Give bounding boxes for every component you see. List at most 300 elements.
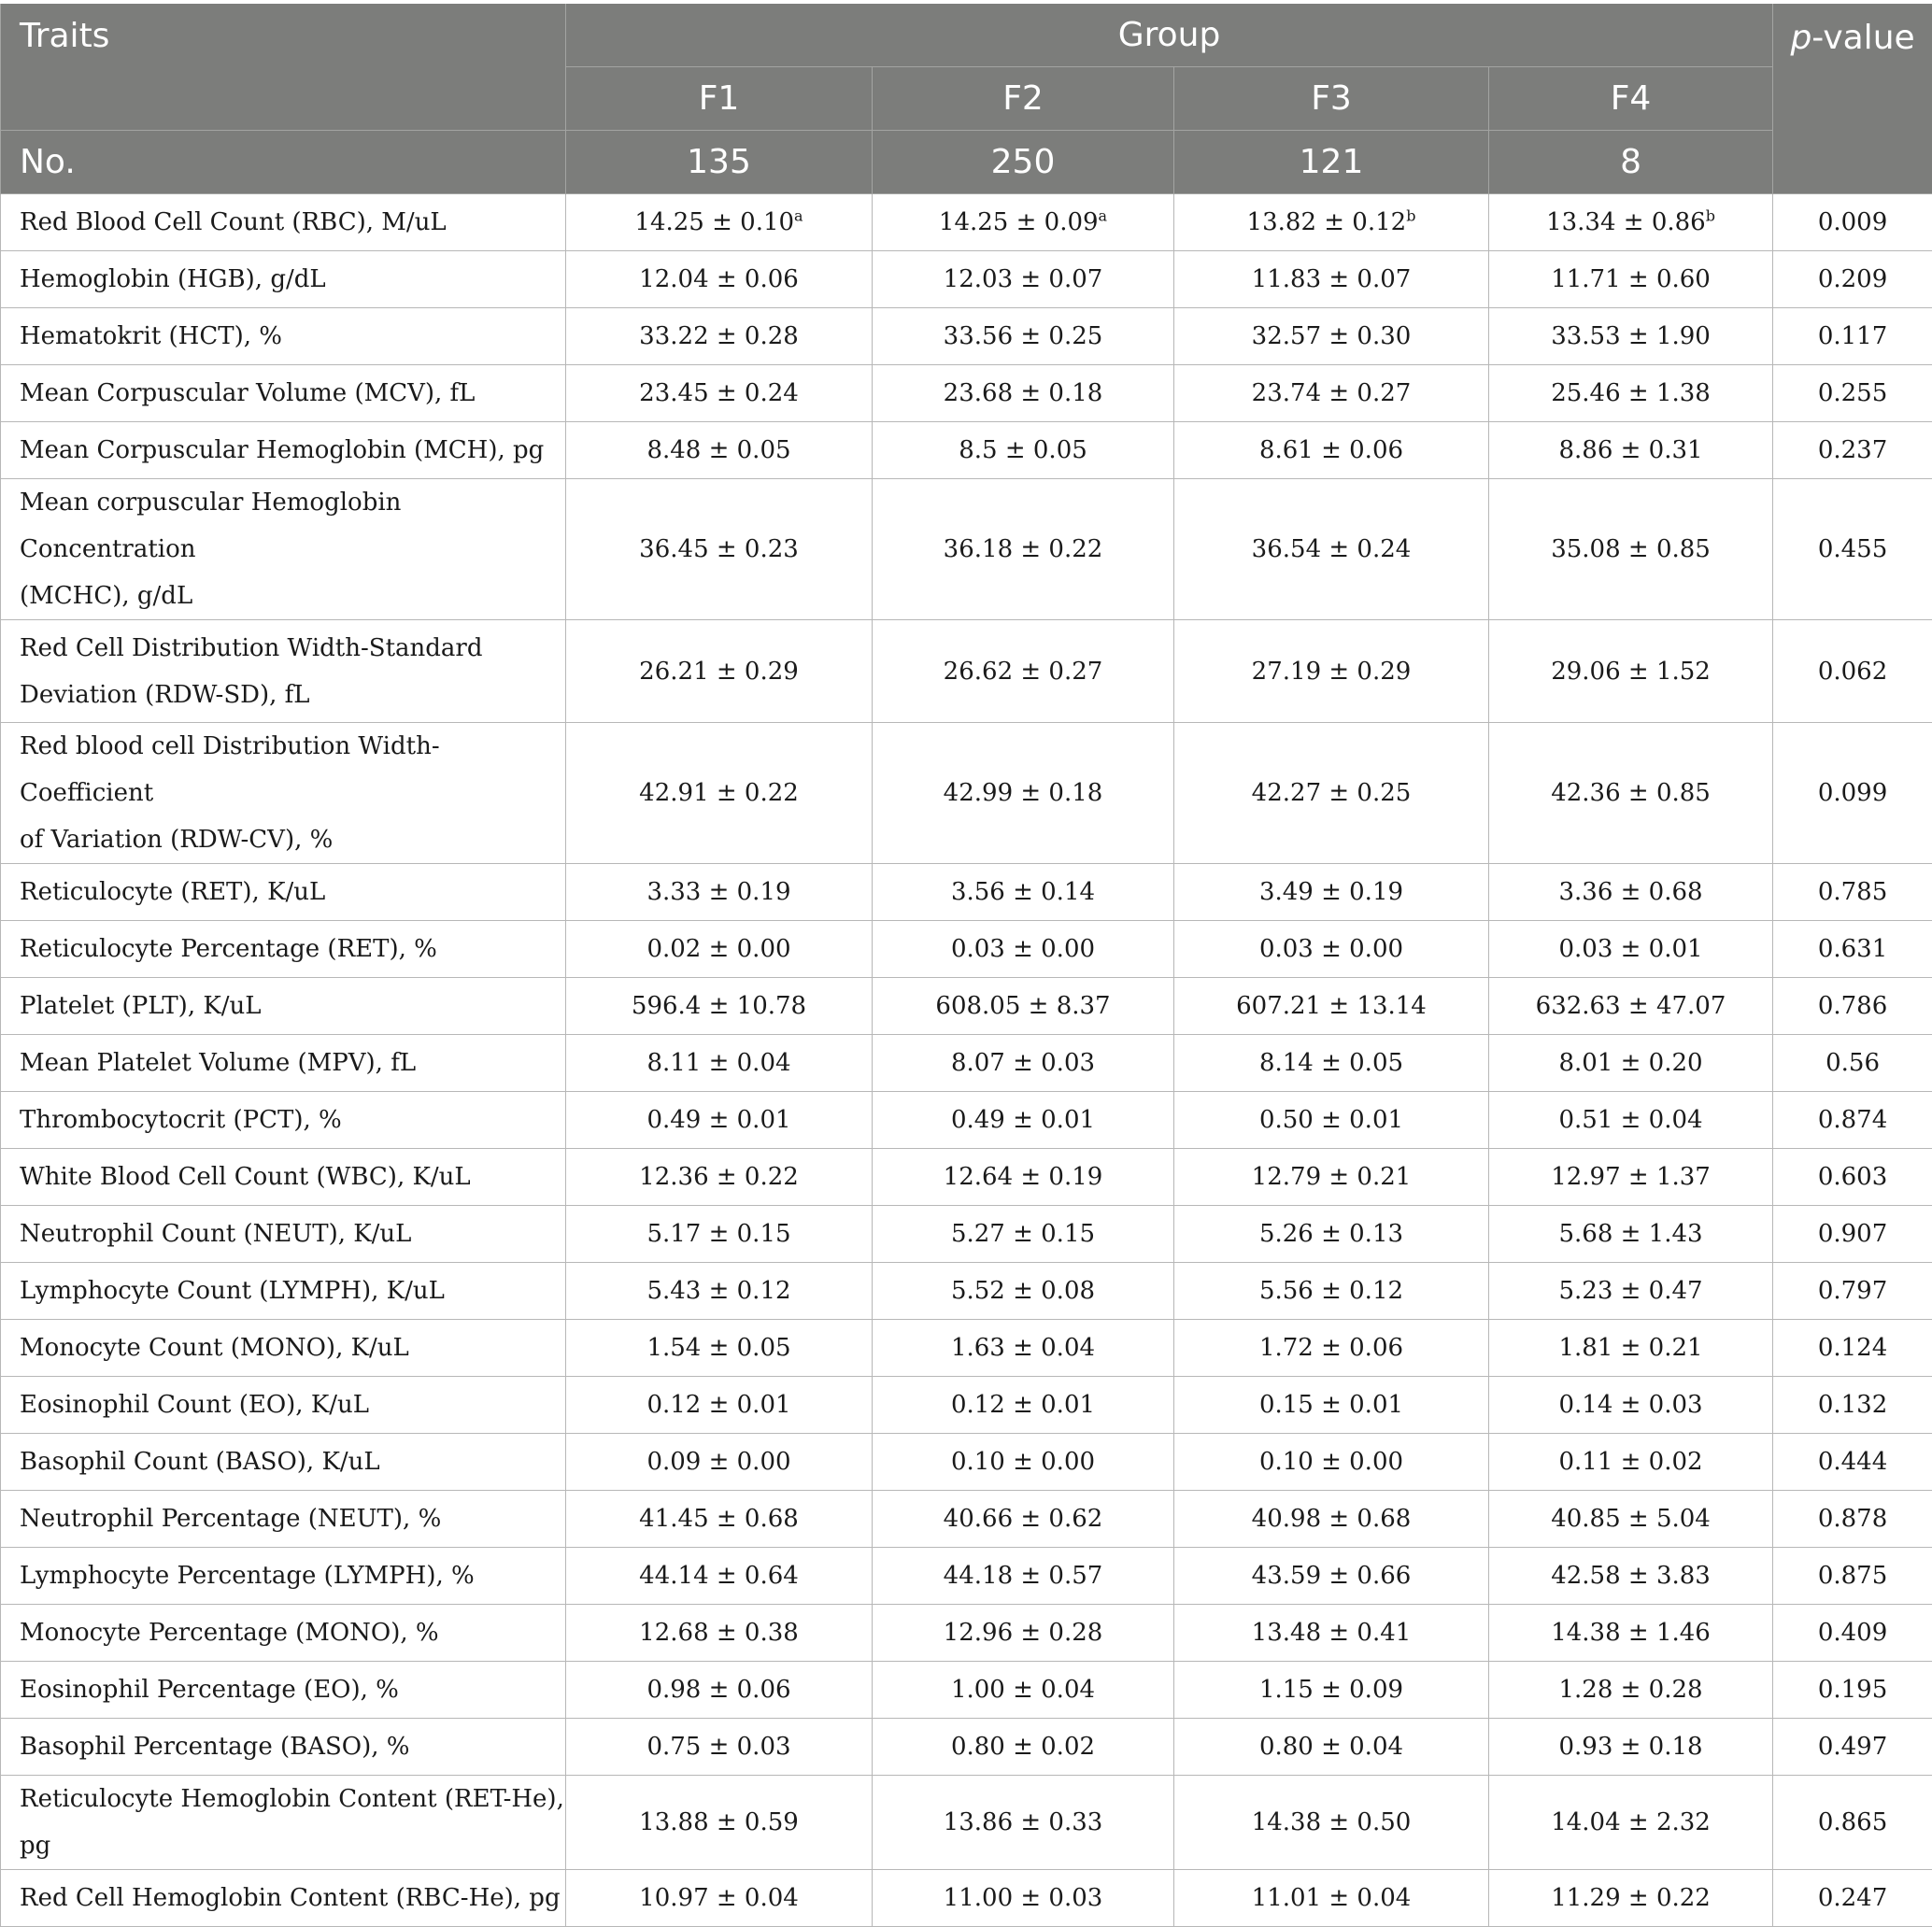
value-cell-f2	[873, 1548, 1174, 1605]
p-value-cell: 0.875	[1773, 1548, 1932, 1605]
trait-cell: Lymphocyte Count (LYMPH), K/uL	[1, 1263, 566, 1320]
group-f4-header: F4	[1489, 67, 1773, 131]
value-text: 40.85 ± 5.04	[1551, 1505, 1711, 1533]
trait-cell: Eosinophil Count (EO), K/uL	[1, 1377, 566, 1434]
value-cell-f2	[873, 1092, 1174, 1149]
trait-cell: Basophil Percentage (BASO), %	[1, 1719, 566, 1776]
value-text: 33.22 ± 0.28	[639, 322, 799, 350]
value-cell-f4	[1489, 1149, 1773, 1206]
value-cell-f1	[566, 194, 873, 251]
table-row	[1, 422, 1932, 479]
value-cell-f1	[566, 723, 873, 864]
value-cell-f2	[873, 422, 1174, 479]
value-text: 596.4 ± 10.78	[632, 992, 806, 1020]
value-cell-f3	[1174, 479, 1489, 620]
value-cell-f4	[1489, 1719, 1773, 1776]
p-value-cell: 0.009	[1773, 194, 1932, 251]
table-row	[1, 978, 1932, 1035]
value-cell-f4	[1489, 1605, 1773, 1662]
value-text: 8.14 ± 0.05	[1259, 1049, 1403, 1077]
value-text: 25.46 ± 1.38	[1551, 379, 1711, 407]
value-text: 0.50 ± 0.01	[1259, 1106, 1403, 1134]
trait-cell: Neutrophil Count (NEUT), K/uL	[1, 1206, 566, 1263]
count-f2: 250	[873, 131, 1174, 194]
value-cell-f1	[566, 1320, 873, 1377]
value-cell-f4	[1489, 251, 1773, 308]
value-text: 40.98 ± 0.68	[1252, 1505, 1412, 1533]
p-value-header	[1773, 4, 1932, 194]
value-text: 33.53 ± 1.90	[1551, 322, 1711, 350]
value-cell-f2	[873, 479, 1174, 620]
value-text: 14.38 ± 0.50	[1252, 1808, 1412, 1836]
trait-cell: Monocyte Percentage (MONO), %	[1, 1605, 566, 1662]
value-cell-f2	[873, 1035, 1174, 1092]
p-value-cell: 0.195	[1773, 1662, 1932, 1719]
p-value-cell: 0.247	[1773, 1870, 1932, 1927]
value-text: 32.57 ± 0.30	[1252, 322, 1412, 350]
value-cell-f4	[1489, 1434, 1773, 1491]
value-text: 0.03 ± 0.01	[1558, 935, 1702, 963]
value-text: 0.03 ± 0.00	[951, 935, 1095, 963]
value-text: 36.54 ± 0.24	[1252, 535, 1412, 563]
value-text: 11.83 ± 0.07	[1252, 265, 1412, 293]
table-row	[1, 365, 1932, 422]
traits-header: Traits	[1, 4, 566, 131]
table-row	[1, 308, 1932, 365]
value-text: 1.81 ± 0.21	[1558, 1334, 1702, 1362]
value-cell-f3	[1174, 194, 1489, 251]
trait-cell: Mean Platelet Volume (MPV), fL	[1, 1035, 566, 1092]
p-value-cell: 0.062	[1773, 620, 1932, 723]
value-text: 33.56 ± 0.25	[944, 322, 1103, 350]
value-cell-f4	[1489, 1662, 1773, 1719]
value-text: 0.80 ± 0.02	[951, 1733, 1095, 1761]
value-cell-f3	[1174, 1263, 1489, 1320]
value-cell-f1	[566, 921, 873, 978]
value-text: 0.02 ± 0.00	[646, 935, 790, 963]
value-text: 8.61 ± 0.06	[1259, 436, 1403, 464]
p-value-cell: 0.237	[1773, 422, 1932, 479]
p-value-cell: 0.865	[1773, 1776, 1932, 1870]
table-row	[1, 479, 1932, 620]
value-cell-f4	[1489, 921, 1773, 978]
value-cell-f4	[1489, 1263, 1773, 1320]
table-row	[1, 1149, 1932, 1206]
value-cell-f1	[566, 479, 873, 620]
value-text: 0.11 ± 0.02	[1558, 1448, 1702, 1476]
value-text: 8.11 ± 0.04	[646, 1049, 790, 1077]
value-text: 14.38 ± 1.46	[1551, 1619, 1711, 1647]
group-f1-header: F1	[566, 67, 873, 131]
trait-cell: Reticulocyte Percentage (RET), %	[1, 921, 566, 978]
p-value-header-p: p	[1790, 19, 1811, 57]
traits-table	[0, 4, 1932, 1927]
value-text: 5.43 ± 0.12	[646, 1277, 790, 1305]
value-cell-f4	[1489, 978, 1773, 1035]
p-value-cell: 0.786	[1773, 978, 1932, 1035]
p-value-cell: 0.099	[1773, 723, 1932, 864]
value-cell-f2	[873, 1870, 1174, 1927]
value-cell-f3	[1174, 1377, 1489, 1434]
value-text: 1.63 ± 0.04	[951, 1334, 1095, 1362]
value-cell-f4	[1489, 1870, 1773, 1927]
p-value-cell: 0.878	[1773, 1491, 1932, 1548]
value-text: 13.88 ± 0.59	[639, 1808, 799, 1836]
value-cell-f2	[873, 1149, 1174, 1206]
value-cell-f3	[1174, 1605, 1489, 1662]
p-value-cell: 0.797	[1773, 1263, 1932, 1320]
table-row	[1, 1719, 1932, 1776]
value-cell-f1	[566, 1092, 873, 1149]
value-cell-f4	[1489, 308, 1773, 365]
trait-cell	[1, 723, 566, 864]
significance-superscript: b	[1406, 206, 1415, 224]
value-cell-f3	[1174, 1491, 1489, 1548]
table-row	[1, 864, 1932, 921]
value-cell-f4	[1489, 1776, 1773, 1870]
value-text: 0.98 ± 0.06	[646, 1676, 790, 1704]
significance-superscript: b	[1706, 206, 1715, 224]
value-text: 0.09 ± 0.00	[646, 1448, 790, 1476]
value-cell-f3	[1174, 1548, 1489, 1605]
value-text: 0.93 ± 0.18	[1558, 1733, 1702, 1761]
value-text: 44.14 ± 0.64	[639, 1562, 799, 1590]
value-text: 5.27 ± 0.15	[951, 1220, 1095, 1248]
value-cell-f4	[1489, 1206, 1773, 1263]
group-f3-header: F3	[1174, 67, 1489, 131]
value-cell-f2	[873, 1377, 1174, 1434]
value-cell-f1	[566, 1035, 873, 1092]
p-value-cell: 0.56	[1773, 1035, 1932, 1092]
value-cell-f2	[873, 1434, 1174, 1491]
value-text: 0.10 ± 0.00	[1259, 1448, 1403, 1476]
table-row	[1, 921, 1932, 978]
value-text: 5.68 ± 1.43	[1558, 1220, 1702, 1248]
value-cell-f3	[1174, 251, 1489, 308]
value-text: 12.79 ± 0.21	[1252, 1163, 1412, 1191]
value-text: 29.06 ± 1.52	[1551, 658, 1711, 686]
value-text: 3.56 ± 0.14	[951, 878, 1095, 906]
value-text: 42.99 ± 0.18	[944, 779, 1103, 807]
value-cell-f4	[1489, 1092, 1773, 1149]
p-value-cell: 0.409	[1773, 1605, 1932, 1662]
value-text: 12.96 ± 0.28	[944, 1619, 1103, 1647]
trait-cell	[1, 479, 566, 620]
table-row	[1, 1870, 1932, 1927]
table-row	[1, 1776, 1932, 1870]
value-cell-f4	[1489, 479, 1773, 620]
value-text: 41.45 ± 0.68	[639, 1505, 799, 1533]
value-cell-f1	[566, 620, 873, 723]
trait-cell: Basophil Count (BASO), K/uL	[1, 1434, 566, 1491]
value-text: 0.49 ± 0.01	[951, 1106, 1095, 1134]
value-text: 12.36 ± 0.22	[639, 1163, 799, 1191]
value-text: 13.34 ± 0.86	[1546, 208, 1706, 236]
value-text: 8.86 ± 0.31	[1558, 436, 1702, 464]
value-cell-f1	[566, 308, 873, 365]
p-value-cell: 0.907	[1773, 1206, 1932, 1263]
table-row	[1, 194, 1932, 251]
value-text: 0.15 ± 0.01	[1259, 1391, 1403, 1419]
value-text: 3.49 ± 0.19	[1259, 878, 1403, 906]
table-row	[1, 620, 1932, 723]
trait-cell	[1, 620, 566, 723]
table-row	[1, 251, 1932, 308]
no-label: No.	[1, 131, 566, 194]
trait-cell: Monocyte Count (MONO), K/uL	[1, 1320, 566, 1377]
value-text: 44.18 ± 0.57	[944, 1562, 1103, 1590]
p-value-cell: 0.209	[1773, 251, 1932, 308]
value-cell-f2	[873, 620, 1174, 723]
p-value-cell: 0.631	[1773, 921, 1932, 978]
value-text: 0.49 ± 0.01	[646, 1106, 790, 1134]
table-row	[1, 1491, 1932, 1548]
table-row	[1, 1548, 1932, 1605]
count-f4: 8	[1489, 131, 1773, 194]
group-header: Group	[566, 4, 1773, 67]
table-row	[1, 1434, 1932, 1491]
p-value-header-rest: -value	[1811, 19, 1914, 57]
p-value-cell: 0.444	[1773, 1434, 1932, 1491]
value-cell-f2	[873, 978, 1174, 1035]
value-cell-f4	[1489, 422, 1773, 479]
value-cell-f3	[1174, 1776, 1489, 1870]
value-text: 5.23 ± 0.47	[1558, 1277, 1702, 1305]
table-row	[1, 1605, 1932, 1662]
p-value-cell: 0.497	[1773, 1719, 1932, 1776]
trait-line: of Variation (RDW-CV), %	[20, 816, 565, 863]
value-text: 0.75 ± 0.03	[646, 1733, 790, 1761]
value-text: 23.68 ± 0.18	[944, 379, 1103, 407]
value-cell-f2	[873, 1320, 1174, 1377]
value-text: 35.08 ± 0.85	[1551, 535, 1711, 563]
value-cell-f2	[873, 308, 1174, 365]
value-cell-f3	[1174, 620, 1489, 723]
value-cell-f2	[873, 864, 1174, 921]
table-row	[1, 1377, 1932, 1434]
value-text: 11.00 ± 0.03	[944, 1884, 1103, 1912]
value-text: 5.52 ± 0.08	[951, 1277, 1095, 1305]
value-text: 42.58 ± 3.83	[1551, 1562, 1711, 1590]
trait-cell: Hematokrit (HCT), %	[1, 308, 566, 365]
value-cell-f1	[566, 1206, 873, 1263]
value-cell-f1	[566, 1377, 873, 1434]
value-cell-f2	[873, 1776, 1174, 1870]
trait-cell: Reticulocyte Hemoglobin Content (RET-He), pg	[1, 1776, 566, 1870]
value-cell-f2	[873, 1662, 1174, 1719]
value-cell-f3	[1174, 1719, 1489, 1776]
table-row	[1, 1263, 1932, 1320]
value-text: 607.21 ± 13.14	[1236, 992, 1427, 1020]
value-cell-f2	[873, 723, 1174, 864]
value-cell-f3	[1174, 1206, 1489, 1263]
table-header	[1, 4, 1932, 194]
value-cell-f2	[873, 1206, 1174, 1263]
value-cell-f1	[566, 978, 873, 1035]
table-row	[1, 1320, 1932, 1377]
value-text: 42.36 ± 0.85	[1551, 779, 1711, 807]
significance-superscript: a	[794, 206, 803, 224]
value-cell-f2	[873, 1719, 1174, 1776]
value-text: 5.56 ± 0.12	[1259, 1277, 1403, 1305]
trait-cell: Red Blood Cell Count (RBC), M/uL	[1, 194, 566, 251]
p-value-cell: 0.455	[1773, 479, 1932, 620]
value-cell-f4	[1489, 1035, 1773, 1092]
value-text: 3.36 ± 0.68	[1558, 878, 1702, 906]
value-cell-f2	[873, 194, 1174, 251]
p-value-cell: 0.117	[1773, 308, 1932, 365]
value-text: 12.04 ± 0.06	[639, 265, 799, 293]
trait-cell: Mean Corpuscular Hemoglobin (MCH), pg	[1, 422, 566, 479]
value-text: 1.72 ± 0.06	[1259, 1334, 1403, 1362]
table-row	[1, 1206, 1932, 1263]
trait-cell: Eosinophil Percentage (EO), %	[1, 1662, 566, 1719]
value-text: 12.97 ± 1.37	[1551, 1163, 1711, 1191]
trait-line: Red Cell Distribution Width-Standard	[20, 625, 565, 672]
value-cell-f4	[1489, 1491, 1773, 1548]
count-f1: 135	[566, 131, 873, 194]
trait-cell: Mean Corpuscular Volume (MCV), fL	[1, 365, 566, 422]
value-cell-f3	[1174, 864, 1489, 921]
value-text: 13.86 ± 0.33	[944, 1808, 1103, 1836]
value-text: 0.14 ± 0.03	[1558, 1391, 1702, 1419]
value-text: 13.82 ± 0.12	[1247, 208, 1407, 236]
value-cell-f3	[1174, 921, 1489, 978]
value-cell-f1	[566, 1870, 873, 1927]
value-cell-f4	[1489, 620, 1773, 723]
trait-cell: Hemoglobin (HGB), g/dL	[1, 251, 566, 308]
value-cell-f4	[1489, 1548, 1773, 1605]
table-row	[1, 1662, 1932, 1719]
value-cell-f3	[1174, 1149, 1489, 1206]
value-text: 1.54 ± 0.05	[646, 1334, 790, 1362]
trait-cell: White Blood Cell Count (WBC), K/uL	[1, 1149, 566, 1206]
value-text: 8.48 ± 0.05	[646, 436, 790, 464]
p-value-cell: 0.603	[1773, 1149, 1932, 1206]
value-cell-f1	[566, 1605, 873, 1662]
group-f2-header: F2	[873, 67, 1174, 131]
value-text: 23.45 ± 0.24	[639, 379, 799, 407]
value-text: 26.21 ± 0.29	[639, 658, 799, 686]
value-text: 23.74 ± 0.27	[1252, 379, 1412, 407]
value-text: 36.18 ± 0.22	[944, 535, 1103, 563]
table-row	[1, 723, 1932, 864]
value-cell-f3	[1174, 1035, 1489, 1092]
value-text: 42.91 ± 0.22	[639, 779, 799, 807]
p-value-cell: 0.124	[1773, 1320, 1932, 1377]
value-cell-f1	[566, 1434, 873, 1491]
value-cell-f3	[1174, 1320, 1489, 1377]
value-text: 27.19 ± 0.29	[1252, 658, 1412, 686]
value-cell-f2	[873, 1605, 1174, 1662]
value-cell-f1	[566, 1149, 873, 1206]
p-value-cell: 0.255	[1773, 365, 1932, 422]
value-cell-f3	[1174, 1870, 1489, 1927]
value-text: 10.97 ± 0.04	[639, 1884, 799, 1912]
value-text: 5.17 ± 0.15	[646, 1220, 790, 1248]
trait-cell: Reticulocyte (RET), K/uL	[1, 864, 566, 921]
value-text: 11.01 ± 0.04	[1252, 1884, 1412, 1912]
value-text: 1.15 ± 0.09	[1259, 1676, 1403, 1704]
value-text: 0.12 ± 0.01	[646, 1391, 790, 1419]
value-cell-f2	[873, 1491, 1174, 1548]
trait-cell: Lymphocyte Percentage (LYMPH), %	[1, 1548, 566, 1605]
value-cell-f4	[1489, 365, 1773, 422]
value-text: 608.05 ± 8.37	[935, 992, 1110, 1020]
value-text: 1.28 ± 0.28	[1558, 1676, 1702, 1704]
value-text: 0.03 ± 0.00	[1259, 935, 1403, 963]
value-cell-f1	[566, 864, 873, 921]
value-text: 8.5 ± 0.05	[959, 436, 1087, 464]
value-cell-f1	[566, 1491, 873, 1548]
value-text: 8.07 ± 0.03	[951, 1049, 1095, 1077]
value-text: 632.63 ± 47.07	[1536, 992, 1726, 1020]
value-cell-f2	[873, 251, 1174, 308]
value-text: 0.80 ± 0.04	[1259, 1733, 1403, 1761]
value-cell-f3	[1174, 723, 1489, 864]
value-text: 12.03 ± 0.07	[944, 265, 1103, 293]
value-text: 0.10 ± 0.00	[951, 1448, 1095, 1476]
value-cell-f4	[1489, 1320, 1773, 1377]
value-cell-f3	[1174, 1092, 1489, 1149]
value-text: 14.25 ± 0.09	[939, 208, 1099, 236]
value-cell-f4	[1489, 864, 1773, 921]
trait-cell: Red Cell Hemoglobin Content (RBC-He), pg	[1, 1870, 566, 1927]
value-cell-f1	[566, 251, 873, 308]
value-text: 3.33 ± 0.19	[646, 878, 790, 906]
value-text: 0.51 ± 0.04	[1558, 1106, 1702, 1134]
value-text: 5.26 ± 0.13	[1259, 1220, 1403, 1248]
value-text: 42.27 ± 0.25	[1252, 779, 1412, 807]
value-text: 36.45 ± 0.23	[639, 535, 799, 563]
value-text: 13.48 ± 0.41	[1252, 1619, 1412, 1647]
value-cell-f1	[566, 1263, 873, 1320]
value-text: 26.62 ± 0.27	[944, 658, 1103, 686]
value-cell-f1	[566, 1662, 873, 1719]
p-value-cell: 0.785	[1773, 864, 1932, 921]
value-cell-f1	[566, 422, 873, 479]
value-cell-f3	[1174, 365, 1489, 422]
trait-cell: Neutrophil Percentage (NEUT), %	[1, 1491, 566, 1548]
value-cell-f3	[1174, 1434, 1489, 1491]
value-text: 1.00 ± 0.04	[951, 1676, 1095, 1704]
table-row	[1, 1092, 1932, 1149]
trait-line: (MCHC), g/dL	[20, 573, 565, 619]
value-cell-f1	[566, 1548, 873, 1605]
p-value-cell: 0.874	[1773, 1092, 1932, 1149]
trait-line: Red blood cell Distribution Width-Coefficient	[20, 723, 565, 816]
value-cell-f2	[873, 921, 1174, 978]
value-text: 43.59 ± 0.66	[1252, 1562, 1412, 1590]
value-cell-f1	[566, 365, 873, 422]
value-text: 14.04 ± 2.32	[1551, 1808, 1711, 1836]
value-cell-f2	[873, 1263, 1174, 1320]
value-cell-f3	[1174, 1662, 1489, 1719]
value-cell-f4	[1489, 1377, 1773, 1434]
value-cell-f2	[873, 365, 1174, 422]
value-cell-f4	[1489, 194, 1773, 251]
value-text: 0.12 ± 0.01	[951, 1391, 1095, 1419]
table-row	[1, 1035, 1932, 1092]
value-cell-f1	[566, 1776, 873, 1870]
value-text: 11.29 ± 0.22	[1551, 1884, 1711, 1912]
trait-cell: Thrombocytocrit (PCT), %	[1, 1092, 566, 1149]
trait-cell: Platelet (PLT), K/uL	[1, 978, 566, 1035]
p-value-cell: 0.132	[1773, 1377, 1932, 1434]
significance-superscript: a	[1099, 206, 1108, 224]
trait-line: Deviation (RDW-SD), fL	[20, 672, 565, 718]
value-cell-f3	[1174, 978, 1489, 1035]
